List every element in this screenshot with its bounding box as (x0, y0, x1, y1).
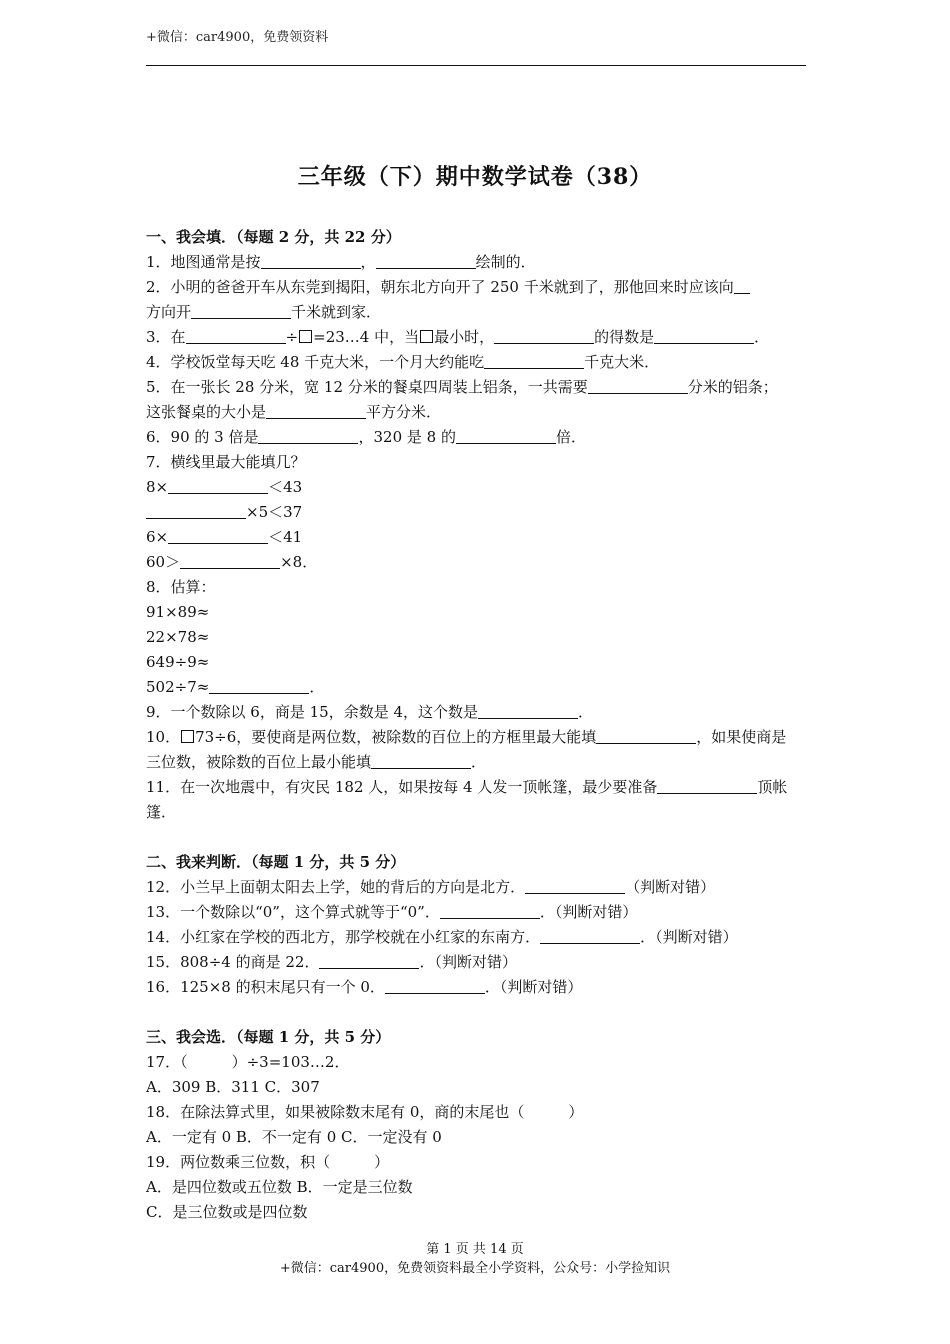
answer-blank[interactable] (168, 528, 268, 544)
answer-blank[interactable] (588, 378, 688, 394)
question-4: 4．学校饭堂每天吃 48 千克大米，一个月大约能吃 千克大米． (146, 353, 660, 371)
question-8-line-4: 502÷7≈ ． (146, 678, 325, 696)
page-title: 三年级（下）期中数学试卷（38） (297, 164, 653, 190)
section-1-heading: 一、我会填．（每题 2 分，共 22 分） (146, 228, 401, 246)
question-7: 7．横线里最大能填几？ (146, 453, 306, 471)
question-2-cont: 方向开 千米就到家． (146, 303, 382, 321)
footer-note: +微信：car4900，免费领资料最全小学资料，公众号：小学捡知识 (279, 1261, 671, 1276)
answer-blank[interactable] (596, 728, 696, 744)
answer-blank[interactable] (186, 328, 286, 344)
exam-content (146, 225, 808, 1225)
question-5: 5．在一张长 28 分米，宽 12 分米的餐桌四周装上铝条，一共需要 分米的铝条； (146, 378, 778, 396)
question-19-options-cont: C．是三位数或是四位数 (146, 1203, 308, 1221)
answer-blank[interactable] (657, 778, 757, 794)
question-7-line-2: ×5＜37 (146, 500, 808, 525)
answer-blank[interactable] (168, 478, 268, 494)
question-5-cont: 这张餐桌的大小是 平方分米． (146, 403, 442, 421)
question-14: 14．小红家在学校的西北方，那学校就在小红家的东南方． ．（判断对错） (146, 928, 738, 946)
answer-blank[interactable] (478, 703, 578, 719)
question-9: 9．一个数除以 6，商是 15，余数是 4，这个数是 ． (146, 703, 594, 721)
answer-blank[interactable] (261, 253, 361, 269)
spacer (146, 825, 808, 850)
answer-blank[interactable] (266, 403, 366, 419)
question-8-line-1: 91×89≈ (146, 603, 210, 621)
question-8: 8．估算： (146, 578, 216, 596)
spacer (146, 1000, 808, 1025)
answer-blank[interactable] (456, 428, 556, 444)
page-number: 第 1 页 共 14 页 (426, 1242, 524, 1257)
box-symbol (299, 330, 312, 343)
answer-blank[interactable] (209, 678, 309, 694)
question-19: 19．两位数乘三位数，积（ ） (146, 1153, 390, 1171)
question-17-options: A．309 B．311 C．307 (146, 1078, 320, 1096)
question-7-line-4: 60＞ ×8． (146, 553, 318, 571)
answer-blank[interactable] (258, 428, 358, 444)
question-15: 15．808÷4 的商是 22． ．（判断对错） (146, 953, 517, 971)
question-8-line-2: 22×78≈ (146, 628, 210, 646)
box-symbol (420, 330, 433, 343)
answer-blank[interactable] (371, 753, 471, 769)
answer-blank[interactable] (525, 878, 625, 894)
answer-blank[interactable] (385, 978, 485, 994)
section-2-heading: 二、我来判断．（每题 1 分，共 5 分） (146, 853, 406, 871)
question-7-line-3: 6× ＜41 (146, 528, 303, 546)
question-11: 11．在一次地震中，有灾民 182 人，如果按每 4 人发一顶帐篷，最少要准备 顶帐 (146, 778, 788, 796)
answer-blank[interactable] (376, 253, 476, 269)
question-7-line-1: 8× ＜43 (146, 478, 303, 496)
question-11-cont: 篷． (146, 803, 177, 821)
answer-blank[interactable] (484, 353, 584, 369)
question-12: 12．小兰早上面朝太阳去上学，她的背后的方向是北方． （判断对错） (146, 878, 716, 896)
question-8-line-3: 649÷9≈ (146, 653, 210, 671)
answer-blank[interactable] (654, 328, 754, 344)
section-3-heading: 三、我会选．（每题 1 分，共 5 分） (146, 1028, 391, 1046)
answer-blank[interactable] (180, 553, 280, 569)
question-6: 6．90 的 3 倍是 ，320 是 8 的 倍． (146, 428, 586, 446)
header-note: +微信：car4900，免费领资料 (146, 30, 329, 45)
question-19-options: A．是四位数或五位数 B．一定是三位数 (146, 1178, 413, 1196)
answer-blank[interactable] (191, 303, 291, 319)
question-1: 1．地图通常是按 ， 绘制的． (146, 253, 536, 271)
question-13: 13．一个数除以“0”，这个算式就等于“0”． ．（判断对错） (146, 903, 638, 921)
answer-blank[interactable] (540, 928, 640, 944)
answer-blank[interactable] (734, 278, 750, 294)
answer-blank[interactable] (146, 503, 246, 519)
answer-blank[interactable] (319, 953, 419, 969)
box-symbol (181, 730, 194, 743)
answer-blank[interactable] (494, 328, 594, 344)
header-divider (146, 65, 806, 66)
question-18-options: A．一定有 0 B．不一定有 0 C．一定没有 0 (146, 1128, 442, 1146)
answer-blank[interactable] (440, 903, 540, 919)
question-10: 10． 73÷6，要使商是两位数，被除数的百位上的方框里最大能填 ，如果使商是 (146, 728, 787, 746)
question-10-cont: 三位数，被除数的百位上最小能填 ． (146, 753, 487, 771)
question-18: 18．在除法算式里，如果被除数末尾有 0，商的末尾也（ ） (146, 1103, 584, 1121)
question-3: 3．在 ÷ =23…4 中，当 最小时， 的得数是 ． (146, 328, 770, 346)
question-17: 17．（ ）÷3=103…2． (146, 1053, 350, 1071)
question-2: 2．小明的爸爸开车从东莞到揭阳，朝东北方向开了 250 千米就到了，那他回来时应该向 (146, 275, 808, 300)
question-16: 16．125×8 的积末尾只有一个 0． ．（判断对错） (146, 978, 583, 996)
